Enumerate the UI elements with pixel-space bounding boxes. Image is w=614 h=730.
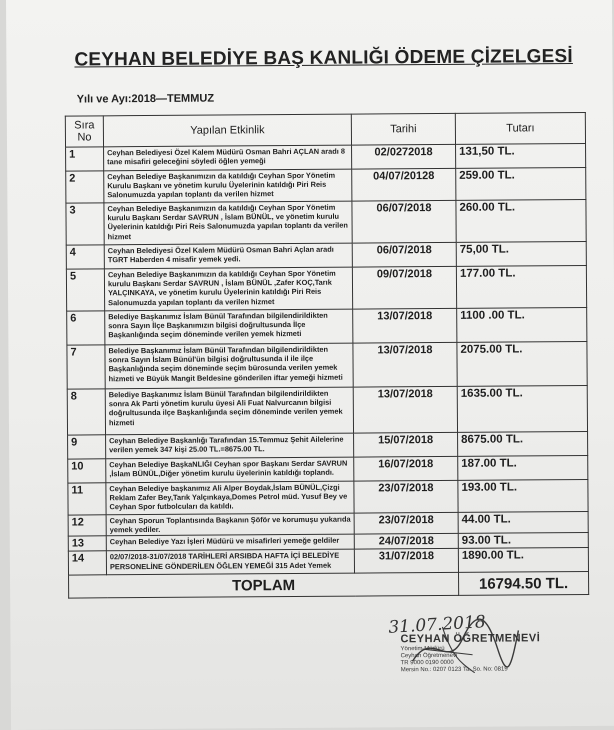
table-row [68,548,588,576]
row-description: Ceyhan Belediyesi Özel Kalem Müdürü Osman Bahri AÇLAN aradı 8 tane misafiri geleceğini söyledi öğlen yemeği [104,145,352,171]
row-amount: 259.00 TL. [456,167,586,200]
row-date: 02/0272018 [352,144,456,169]
row-description: Ceyhan Belediye BaşkaNLIĞI Ceyhan spor Başkanı Serdar SAVRUN ,İslam BÜNÜL,Diğer yönetim kurulu üyelerinin katıldığı toplandı. [106,457,354,483]
table-row [66,143,586,171]
row-number: 5 [66,269,104,311]
row-amount: 177.00 TL. [456,265,586,308]
header-event: Yapılan Etkinlik [103,114,351,147]
handwritten-date: 31.07.2018 [387,612,487,638]
table-row [68,455,588,483]
official-stamp [400,632,590,674]
table-header-row [65,112,585,147]
row-number: 8 [67,389,105,435]
row-number: 14 [68,551,106,575]
row-number: 9 [68,435,106,459]
header-date: Tarihi [351,113,455,145]
table-row [66,265,586,311]
row-amount: 187.00 TL. [458,455,588,480]
row-date: 09/07/2018 [352,266,456,309]
row-number: 10 [68,459,106,483]
stamp-line: Yönetim Müdürü [400,645,445,653]
row-description: Ceyhan Belediye Başkanımızın da katıldığı Ceyhan Spor Yönetim Kurulu Başkanı ve yönetim kurulu Üyelerinin katıldığı Piri Reis Salonumuzda yapılan toplantı da verilen hizmet [104,169,352,203]
payment-table [65,112,589,599]
row-date: 23/07/2018 [354,480,458,513]
row-description: Belediye Başkanımız İslam Bünül Tarafından bilgilendirildikten sonra Sayın İlçe Başkanımızın bilgisi doğrultusunda İlçe Başkanlığında seçim döneminde verilen yemek hizmeti [105,309,353,345]
row-date: 06/07/2018 [352,200,456,243]
total-label: TOPLAM [69,573,459,599]
stamp-line: TR 9000 0190 0000 [400,659,454,667]
row-description: Ceyhan Belediye Başkanımızın da katıldığı Ceyhan Spor Yönetim kurulu Başkanı Serdar SAVRUN , İslam BÜNÜL ,Zafer KOÇ,Tarık YALÇINKAYA, ve yönetim kurulu Üyelerinin katıldığı Piri Reis Salonumuzda yapılan toplantı da verilen hizmet [104,267,352,311]
document-period: Yılı ve Ayı:2018—TEMMUZ [76,92,215,106]
row-amount: 44.00 TL. [458,511,588,533]
table-row [68,479,588,515]
table-row [66,167,586,203]
total-amount: 16794.50 TL. [459,572,589,596]
row-amount: 131,50 TL. [456,143,586,168]
table-row [67,307,587,345]
row-description: 02/07/2018-31/07/2018 TARİHLERİ ARSIBDA HAFTA İÇİ BELEDİYE PERSONELİNE GÖNDERİLEN ÖĞLEN YEMEĞİ 315 Adet Yemek [106,549,354,575]
document-page [6,0,614,730]
row-amount: 1890.00 TL. [458,548,588,573]
row-amount: 1635.00 TL. [457,385,587,432]
row-number: 1 [66,147,104,171]
header-amount: Tutarı [455,112,585,144]
row-date: 24/07/2018 [354,534,458,550]
stamp-line: Ceyhan Öğretmenevi [400,652,458,660]
row-number: 3 [66,203,104,245]
row-description: Ceyhan Belediyesi Özel Kalem Müdürü Osman Bahri Açlan aradı TGRT Haberden 4 misafir yemek yedi. [104,243,352,269]
row-date: 31/07/2018 [354,549,458,574]
row-description: Ceyhan Belediye Yazı İşleri Müdürü ve misafirleri yemeğe geldiler [106,534,354,551]
table-row [66,241,586,269]
table-row [66,199,586,245]
table-row [67,341,587,389]
row-amount: 75,00 TL. [456,241,586,266]
row-description: Ceyhan Sporun Toplantısında Başkanın Şöför ve korumuşu yukarıda yemek yediler. [106,513,354,536]
row-number: 4 [66,245,104,269]
row-description: Ceyhan Belediye Başkanımızın da katıldığı Ceyhan Spor Yönetim kurulu Başkanı Serdar SAVRUN , İslam BÜNÜL, ve yönetim kurulu Üyelerinin katıldığı Piri Reis Salonumuzda yapılan toplantı da verilen hizmet [104,201,352,245]
row-amount: 8675.00 TL. [458,431,588,456]
header-no: Sıra No [65,116,103,147]
row-date: 13/07/2018 [353,308,457,343]
row-date: 04/07/20128 [352,168,456,201]
row-amount: 1100 .00 TL. [457,307,587,342]
row-date: 15/07/2018 [354,432,458,457]
row-number: 11 [68,483,106,515]
row-date: 06/07/2018 [352,242,456,267]
row-description: Belediye Başkanımız İslam Bünül Tarafından bilgilendirildikten sonra Sayın İslam Bünül'ün bilgisi doğrultusunda il ile ilçe Başkanlığında seçim döneminde seçim bürosunda verilen yemek hizmeti ve Büyük Mangit Beldesine gönderilen iftar yemeği hizmeti [105,343,353,389]
row-description: Belediye Başkanımız İslam Bünül Tarafından bilgilendirildikten sonra Ak Parti yönetim kurulu üyesi Ali Fuat Nalvurcanın bilgisi doğrultusunda ilçe Başkanlığında seçim döneminde verilen yemek hizmeti [105,387,353,435]
row-number: 6 [67,311,105,345]
row-date: 13/07/2018 [353,342,457,387]
table-row [68,431,588,459]
row-date: 13/07/2018 [353,386,457,433]
row-amount: 260.00 TL. [456,199,586,242]
table-row [67,385,587,435]
row-amount: 93.00 TL. [458,533,588,549]
row-date: 16/07/2018 [354,456,458,481]
row-description: Ceyhan Belediye Başkanlığı Tarafından 15.Temmuz Şehit Ailelerine verilen yemek 347 kişi 25.00 TL.=8675.00 TL. [106,433,354,459]
row-description: Ceyhan Belediye başkanımız Ali Alper Boydak,İslam BÜNÜL,Çizgi Reklam Zafer Bey,Tarık Yalçınkaya,Domes Petrol müd. Yusuf Bey ve Ceyhan Spor futbolcuları da katıldı. [106,481,354,515]
row-number: 7 [67,345,105,389]
row-number: 13 [68,536,106,551]
total-row [69,572,589,599]
row-number: 2 [66,171,104,203]
document-title: CEYHAN BELEDİYE BAŞ KANLIĞI ÖDEME ÇİZELGESİ [74,46,573,71]
row-date: 23/07/2018 [354,512,458,534]
row-amount: 2075.00 TL. [457,341,587,386]
row-number: 12 [68,515,106,537]
stamp-line: Mersin No.: 0207 0123 Ta. So. No: 0819 [400,666,508,674]
stamp-name: CEYHAN ÖĞRETMENEVİ [400,632,541,646]
row-amount: 193.00 TL. [458,479,588,512]
